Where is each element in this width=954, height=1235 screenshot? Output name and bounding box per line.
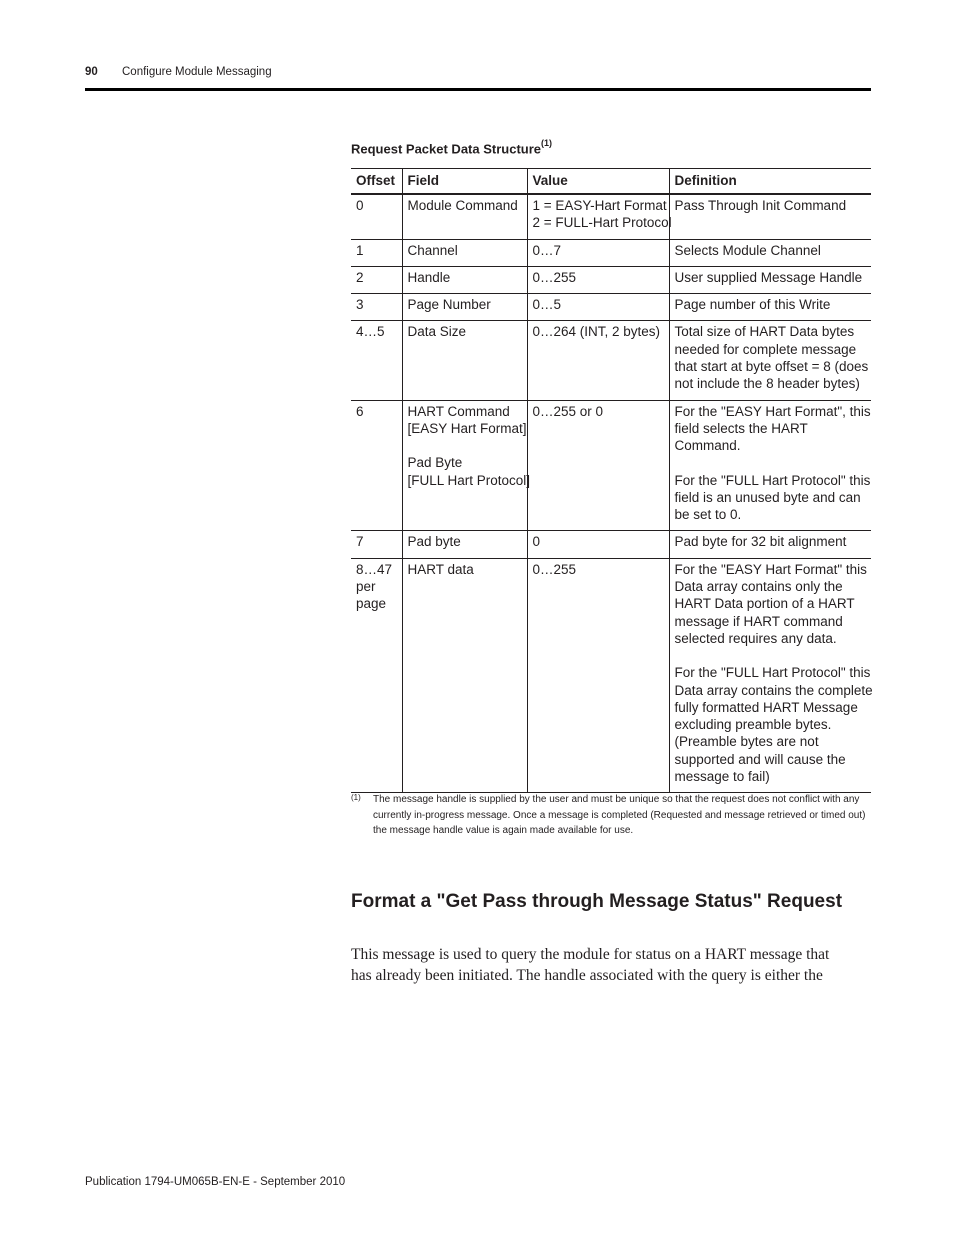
page-footer: Publication 1794-UM065B-EN-E - September 2010 <box>85 1176 346 1188</box>
chapter-title: Configure Module Messaging <box>122 66 272 78</box>
cell-line: field is an unused byte and can <box>674 489 861 505</box>
table-row <box>351 294 871 321</box>
cell-line: Page Number <box>407 297 491 313</box>
cell-line: selected requires any data. <box>674 630 837 646</box>
footnote-line: the message handle value is again made available for use. <box>373 825 634 836</box>
cell-field <box>402 558 527 793</box>
table-body <box>351 194 871 793</box>
table-row <box>351 321 871 400</box>
cell-field <box>402 294 527 321</box>
cell-line: 3 <box>356 297 364 313</box>
cell-definition <box>669 266 871 293</box>
cell-definition <box>669 558 871 793</box>
table-row <box>351 239 871 266</box>
cell-line: For the "EASY Hart Format", this <box>674 403 871 419</box>
cell-field <box>402 266 527 293</box>
cell-line: Data array contains only the <box>674 579 843 595</box>
table-title-text: Request Packet Data Structure <box>351 141 542 157</box>
cell-line: Page number of this Write <box>674 297 831 313</box>
cell-definition <box>669 531 871 558</box>
cell-field <box>402 531 527 558</box>
cell-line: Data array contains the complete <box>674 682 873 698</box>
cell-line: Selects Module Channel <box>674 242 821 258</box>
cell-line: HART Data portion of a HART <box>674 596 855 612</box>
cell-line: supported and will cause the <box>674 751 846 767</box>
cell-line <box>675 647 867 664</box>
cell-line: User supplied Message Handle <box>674 269 863 285</box>
cell-line: 7 <box>356 534 364 550</box>
cell-line: not include the 8 header bytes) <box>674 376 860 392</box>
section-body <box>351 945 881 986</box>
cell-field <box>402 194 527 239</box>
cell-line: 1 <box>356 242 364 258</box>
cell-line: Module Command <box>407 198 518 213</box>
cell-line: 2 = FULL-Hart Protocol <box>532 215 672 231</box>
cell-line: page <box>356 596 387 612</box>
cell-line: Pad byte for 32 bit alignment <box>674 534 847 550</box>
footnote-line: currently in-progress message. Once a message is completed (Requested and message retrieved or timed out) <box>373 809 866 821</box>
cell-line: HART Command <box>407 403 510 419</box>
cell-line: Total size of HART Data bytes <box>674 324 855 340</box>
cell-line: 0…255 <box>532 269 577 285</box>
page-header <box>85 66 871 86</box>
cell-definition <box>669 400 871 531</box>
table-row <box>351 266 871 293</box>
cell-offset <box>351 266 402 293</box>
cell-offset <box>351 321 402 400</box>
cell-line: per <box>356 579 376 595</box>
column-header-value: Value <box>527 169 669 195</box>
table-row <box>351 558 871 793</box>
cell-value <box>527 321 669 400</box>
cell-line: 0…5 <box>532 297 562 313</box>
cell-definition <box>669 239 871 266</box>
cell-line: Pad Byte <box>407 455 463 471</box>
cell-offset <box>351 239 402 266</box>
cell-line <box>408 437 522 454</box>
cell-field <box>402 400 531 531</box>
cell-line: 0…7 <box>532 242 562 258</box>
cell-value <box>527 194 672 239</box>
cell-line: message if HART command <box>674 613 843 629</box>
cell-offset <box>351 531 402 558</box>
cell-line: 0…255 <box>532 561 577 577</box>
cell-line: 0 <box>532 534 541 550</box>
cell-offset <box>351 400 402 531</box>
cell-definition <box>669 294 871 321</box>
cell-line: 2 <box>356 269 364 285</box>
cell-line: 6 <box>356 403 364 419</box>
cell-line: [FULL Hart Protocol] <box>407 472 531 488</box>
cell-line: Pass Through Init Command <box>674 198 847 213</box>
cell-field <box>402 239 527 266</box>
cell-line: (Preamble bytes are not <box>674 734 819 750</box>
cell-value <box>527 531 669 558</box>
cell-definition <box>669 194 871 239</box>
cell-line: Data Size <box>407 324 467 340</box>
cell-offset <box>351 194 402 239</box>
footnote-mark: (1) <box>351 793 361 802</box>
cell-value <box>527 400 669 531</box>
cell-line: 1 = EASY-Hart Format <box>532 198 667 213</box>
cell-line <box>675 455 867 472</box>
cell-line: 4…5 <box>356 324 385 340</box>
column-header-definition: Definition <box>669 169 871 195</box>
footnote-line: The message handle is supplied by the user and must be unique so that the request does not conflict with any <box>373 794 860 805</box>
cell-line: 0…255 or 0 <box>532 403 604 419</box>
cell-line: field selects the HART <box>674 420 808 436</box>
body-line: This message is used to query the module for status on a HART message that <box>351 946 830 963</box>
cell-line: that start at byte offset = 8 (does <box>674 359 869 375</box>
table-row <box>351 531 871 558</box>
cell-line: For the "FULL Hart Protocol" this <box>674 472 871 488</box>
cell-line: fully formatted HART Message <box>674 699 858 715</box>
table-title-footnote-mark: (1) <box>541 138 553 148</box>
cell-line: For the "FULL Hart Protocol" this <box>674 665 871 681</box>
cell-line: message to fail) <box>674 769 770 785</box>
cell-value <box>527 294 669 321</box>
cell-line: 8…47 <box>356 561 393 577</box>
cell-line: Command. <box>674 438 741 454</box>
header-rule <box>85 88 871 91</box>
cell-line: 0 <box>356 198 364 213</box>
table-header-row <box>351 169 871 195</box>
cell-offset <box>351 294 402 321</box>
cell-line: For the "EASY Hart Format" this <box>674 561 867 577</box>
cell-offset <box>351 558 402 793</box>
cell-value <box>527 239 669 266</box>
table-row <box>351 400 871 531</box>
cell-line: be set to 0. <box>674 507 742 523</box>
cell-definition <box>669 321 871 400</box>
table-title <box>351 140 552 156</box>
cell-field <box>402 321 527 400</box>
section-heading: Format a "Get Pass through Message Status" Request <box>351 891 843 912</box>
cell-line: [EASY Hart Format] <box>407 420 527 436</box>
cell-line: Channel <box>407 242 458 258</box>
cell-line: HART data <box>407 561 474 577</box>
cell-line: Pad byte <box>407 534 461 550</box>
column-header-field: Field <box>402 169 527 195</box>
cell-line: excluding preamble bytes. <box>674 717 832 733</box>
cell-line: needed for complete message <box>674 341 857 357</box>
cell-line: 0…264 (INT, 2 bytes) <box>532 324 661 340</box>
table-row <box>351 194 871 239</box>
column-header-offset: Offset <box>351 169 402 195</box>
footnote-text <box>373 792 873 839</box>
cell-value <box>527 266 669 293</box>
page-number: 90 <box>85 66 98 78</box>
request-packet-table <box>351 168 871 793</box>
cell-line: Handle <box>407 269 451 285</box>
body-line: has already been initiated. The handle associated with the query is either the <box>351 966 823 984</box>
cell-value <box>527 558 669 793</box>
